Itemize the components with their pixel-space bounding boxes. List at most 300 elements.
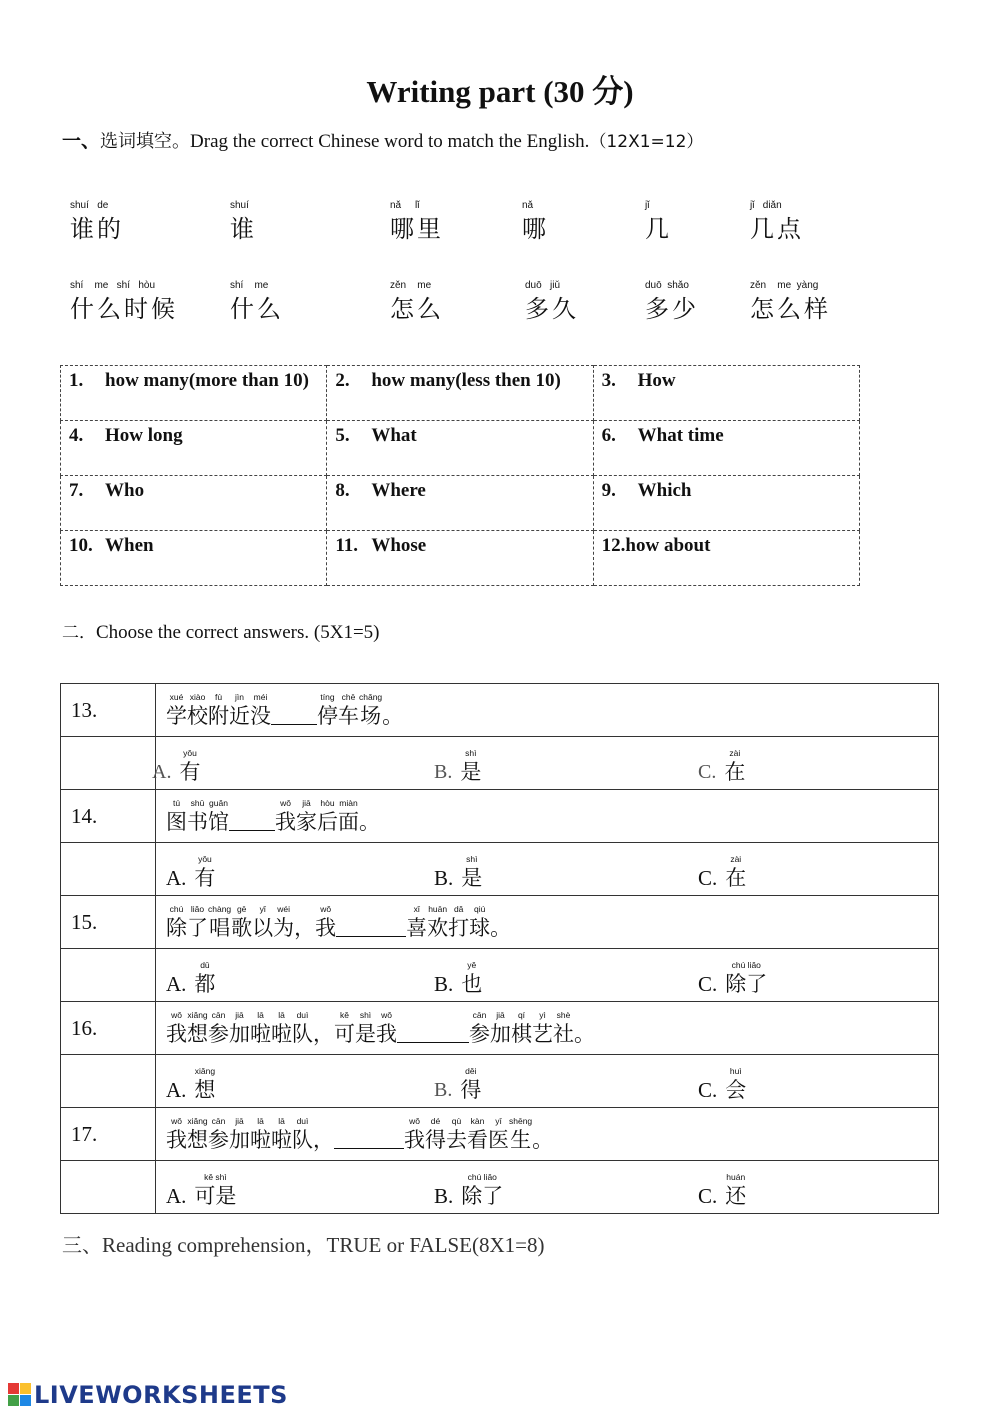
word-pinyin: shuí de bbox=[70, 200, 109, 211]
option-letter: C. bbox=[698, 1078, 718, 1102]
char-hanzi: 去 bbox=[446, 1127, 467, 1152]
option-a[interactable] bbox=[166, 854, 215, 891]
char-pinyin: cān bbox=[211, 1009, 226, 1020]
option-letter: A. bbox=[166, 1078, 187, 1102]
option-hanzi: 在 bbox=[725, 866, 747, 890]
sentence-char bbox=[166, 692, 187, 729]
question-number: 13. bbox=[61, 684, 156, 737]
word-pinyin: jǐ bbox=[645, 200, 650, 211]
char-pinyin: chǎng bbox=[359, 691, 383, 702]
question-sentence bbox=[156, 798, 938, 835]
char-pinyin: jiā bbox=[235, 1009, 244, 1020]
sentence-char bbox=[166, 904, 187, 941]
answer-cell bbox=[61, 1055, 156, 1108]
option-pinyin: yǒu bbox=[183, 748, 197, 758]
section-1-number: 一、 bbox=[62, 130, 101, 152]
option-hanzi: 可是 bbox=[194, 1184, 237, 1208]
draggable-word-12[interactable] bbox=[750, 280, 831, 324]
sentence-period: 。 bbox=[574, 1021, 595, 1046]
draggable-word-10[interactable] bbox=[525, 280, 579, 324]
sentence-char bbox=[467, 1116, 488, 1153]
drop-target-10[interactable] bbox=[61, 531, 327, 586]
option-hanzi: 都 bbox=[194, 972, 216, 996]
char-pinyin: xǐ bbox=[413, 903, 420, 914]
option-a[interactable] bbox=[166, 1172, 236, 1209]
question-sentence bbox=[156, 692, 938, 729]
option-pinyin: yě bbox=[467, 960, 477, 970]
char-hanzi: 除 bbox=[166, 915, 187, 940]
item-number: 8. bbox=[335, 480, 350, 501]
answer-blank[interactable] bbox=[336, 935, 406, 937]
answer-cell bbox=[61, 1161, 156, 1214]
word-hanzi: 哪 bbox=[522, 215, 549, 243]
answer-blank[interactable] bbox=[397, 1041, 469, 1043]
item-english: Who bbox=[105, 480, 145, 501]
char-hanzi: 以 bbox=[252, 915, 274, 940]
char-pinyin: xiǎng bbox=[187, 1115, 208, 1126]
item-english: Whose bbox=[371, 535, 427, 556]
char-pinyin: xiào bbox=[189, 691, 206, 702]
sentence-char bbox=[187, 904, 208, 941]
char-pinyin: xué bbox=[169, 691, 184, 702]
char-pinyin: cān bbox=[211, 1115, 226, 1126]
question-number: 17. bbox=[61, 1108, 156, 1161]
item-number: 3. bbox=[601, 370, 616, 391]
question-sentence-cell bbox=[156, 684, 939, 737]
sentence-char bbox=[208, 1116, 229, 1153]
drop-target-5[interactable] bbox=[327, 421, 593, 476]
option-word bbox=[725, 1172, 746, 1209]
section-3-instructions bbox=[62, 1229, 544, 1259]
char-hanzi: 书 bbox=[187, 809, 208, 834]
sentence-char bbox=[166, 1010, 187, 1047]
char-pinyin: lā bbox=[278, 1009, 285, 1020]
char-hanzi: 附 bbox=[208, 703, 229, 728]
option-c[interactable] bbox=[698, 1172, 746, 1209]
sentence-char bbox=[469, 1010, 490, 1047]
char-pinyin: wǒ bbox=[409, 1115, 420, 1126]
char-pinyin: dé bbox=[430, 1115, 441, 1126]
word-hanzi: 多少 bbox=[645, 295, 699, 323]
char-pinyin: miàn bbox=[339, 797, 358, 808]
answer-options bbox=[156, 1161, 938, 1213]
option-word bbox=[460, 1066, 481, 1103]
char-pinyin: chú bbox=[169, 903, 184, 914]
sentence-char bbox=[425, 1116, 446, 1153]
char-hanzi: 想 bbox=[187, 1127, 208, 1152]
word-pinyin: shí me shí hòu bbox=[70, 280, 156, 291]
char-hanzi: 我 bbox=[166, 1127, 187, 1152]
sentence-char bbox=[317, 798, 338, 835]
question-number: 16. bbox=[61, 1002, 156, 1055]
char-hanzi: 我 bbox=[166, 1021, 187, 1046]
char-pinyin: gē bbox=[236, 903, 247, 914]
answer-cell bbox=[61, 843, 156, 896]
drop-target-6[interactable] bbox=[593, 421, 859, 476]
options-row bbox=[61, 949, 939, 1002]
sentence-char bbox=[229, 1116, 250, 1153]
option-b[interactable] bbox=[434, 854, 482, 891]
word-pinyin: shuí bbox=[230, 200, 249, 211]
drop-target-7[interactable] bbox=[61, 476, 327, 531]
sentence-char bbox=[427, 904, 448, 941]
char-hanzi: 车 bbox=[338, 703, 359, 728]
option-a[interactable] bbox=[152, 748, 200, 785]
sentence-char bbox=[271, 1116, 292, 1153]
word-hanzi: 谁的 bbox=[70, 215, 124, 243]
sentence-char bbox=[187, 1116, 208, 1153]
sentence-char bbox=[208, 692, 229, 729]
question-sentence bbox=[156, 1116, 938, 1153]
char-pinyin: wǒ bbox=[171, 1009, 182, 1020]
char-hanzi: 啦 bbox=[250, 1021, 271, 1046]
item-number: 2. bbox=[335, 370, 350, 391]
draggable-word-5[interactable] bbox=[645, 200, 672, 244]
question-sentence-cell bbox=[156, 790, 939, 843]
word-hanzi: 哪里 bbox=[390, 215, 444, 243]
char-pinyin: dǎ bbox=[453, 903, 464, 914]
option-hanzi: 是 bbox=[460, 760, 482, 784]
liveworksheets-logo-icon bbox=[8, 1383, 32, 1407]
item-english: how many(more than 10) bbox=[105, 370, 309, 391]
sentence-period: 。 bbox=[382, 703, 404, 728]
option-pinyin: xiǎng bbox=[194, 1066, 216, 1076]
option-letter: A. bbox=[166, 1184, 187, 1208]
question-row bbox=[61, 790, 939, 843]
answer-blank[interactable] bbox=[334, 1147, 404, 1149]
option-letter: C. bbox=[698, 761, 717, 783]
option-b[interactable] bbox=[434, 1172, 503, 1209]
char-hanzi: 喜 bbox=[406, 915, 428, 940]
option-pinyin: huán bbox=[726, 1172, 746, 1182]
sentence-char bbox=[488, 1116, 509, 1153]
section-3-english: Reading comprehension，TRUE or FALSE(8X1=8) bbox=[102, 1233, 545, 1257]
char-pinyin: jiā bbox=[235, 1115, 244, 1126]
char-pinyin: shè bbox=[556, 1009, 571, 1020]
sentence-char bbox=[208, 904, 231, 941]
char-hanzi: 参 bbox=[208, 1127, 229, 1152]
char-pinyin: kě bbox=[340, 1009, 349, 1020]
char-pinyin: qiú bbox=[474, 903, 486, 914]
sentence-char bbox=[359, 692, 382, 729]
draggable-word-6[interactable] bbox=[750, 200, 804, 244]
char-hanzi: 我 bbox=[376, 1021, 397, 1046]
options-row bbox=[61, 737, 939, 790]
word-hanzi: 多久 bbox=[525, 295, 579, 323]
section-1-score: （12X1=12） bbox=[589, 132, 704, 152]
option-pinyin: dū bbox=[200, 960, 210, 970]
option-pinyin: shì bbox=[465, 748, 477, 758]
option-word bbox=[725, 1066, 746, 1103]
sentence-char bbox=[208, 1010, 229, 1047]
question-row bbox=[61, 684, 939, 737]
sentence-char bbox=[271, 1010, 292, 1047]
sentence-char bbox=[553, 1010, 574, 1047]
sentence-char bbox=[315, 904, 336, 941]
item-english: Where bbox=[371, 480, 426, 501]
section-2-instructions bbox=[62, 618, 380, 644]
section-2-english: Choose the correct answers. (5X1=5) bbox=[96, 622, 380, 643]
sentence-char bbox=[448, 904, 469, 941]
char-pinyin: fù bbox=[214, 691, 223, 702]
option-hanzi: 还 bbox=[725, 1184, 747, 1208]
draggable-word-3[interactable] bbox=[390, 200, 444, 244]
char-hanzi: 我 bbox=[315, 915, 337, 940]
char-pinyin: wǒ bbox=[320, 903, 332, 914]
drop-target-4[interactable] bbox=[61, 421, 327, 476]
char-pinyin: yì bbox=[539, 1009, 546, 1020]
char-pinyin: xiǎng bbox=[187, 1009, 208, 1020]
option-b[interactable] bbox=[434, 960, 482, 997]
char-hanzi: 欢 bbox=[427, 915, 449, 940]
sentence-char bbox=[317, 692, 338, 729]
section-1-english: Drag the correct Chinese word to match the English. bbox=[190, 131, 590, 152]
char-pinyin: qù bbox=[451, 1115, 462, 1126]
draggable-word-2[interactable] bbox=[230, 200, 257, 244]
char-hanzi: 我 bbox=[275, 809, 296, 834]
option-hanzi: 除了 bbox=[461, 1184, 504, 1208]
question-sentence bbox=[156, 1010, 938, 1047]
char-hanzi: 停 bbox=[317, 703, 338, 728]
char-hanzi: 看 bbox=[467, 1127, 488, 1152]
option-word bbox=[194, 1066, 215, 1103]
char-pinyin: lā bbox=[278, 1115, 285, 1126]
sentence-char bbox=[406, 904, 427, 941]
item-number: 7. bbox=[69, 480, 84, 501]
char-pinyin: tíng bbox=[320, 691, 335, 702]
sentence-char bbox=[296, 798, 317, 835]
question-sentence-cell bbox=[156, 1108, 939, 1161]
sentence-char bbox=[490, 1010, 511, 1047]
liveworksheets-logo-text: LIVEWORKSHEETS bbox=[34, 1381, 288, 1409]
option-hanzi: 有 bbox=[194, 866, 216, 890]
option-word bbox=[724, 748, 745, 785]
option-hanzi: 在 bbox=[724, 760, 746, 784]
char-hanzi: 是 bbox=[355, 1021, 376, 1046]
char-pinyin: jiā bbox=[302, 797, 311, 808]
char-hanzi: 图 bbox=[166, 809, 187, 834]
sentence-char bbox=[166, 1116, 187, 1153]
sentence-period: 。 bbox=[532, 1127, 554, 1152]
question-sentence-cell bbox=[156, 896, 939, 949]
sentence-char bbox=[229, 1010, 250, 1047]
item-english: What bbox=[371, 425, 417, 446]
option-letter: A. bbox=[152, 761, 172, 783]
section-3-number: 三、 bbox=[62, 1233, 102, 1257]
char-pinyin: yī bbox=[495, 1115, 502, 1126]
char-hanzi: 学 bbox=[166, 703, 187, 728]
word-hanzi: 怎么 bbox=[390, 295, 444, 323]
drop-target-1[interactable] bbox=[61, 366, 327, 421]
page-title: Writing part (30 分) bbox=[366, 74, 634, 109]
draggable-word-9[interactable] bbox=[390, 280, 444, 324]
section-1-chinese: 选词填空。 bbox=[100, 131, 191, 152]
draggable-word-4[interactable] bbox=[522, 200, 549, 244]
answer-blank[interactable] bbox=[271, 723, 317, 725]
option-hanzi: 除了 bbox=[725, 972, 768, 996]
char-hanzi: 队 bbox=[292, 1021, 313, 1046]
word-hanzi: 怎么样 bbox=[750, 295, 831, 323]
option-hanzi: 也 bbox=[461, 972, 483, 996]
option-word bbox=[460, 748, 481, 785]
draggable-word-8[interactable] bbox=[230, 280, 284, 324]
word-pinyin: nǎ lǐ bbox=[390, 200, 420, 211]
char-hanzi: 没 bbox=[250, 703, 271, 728]
option-a[interactable] bbox=[166, 1066, 215, 1103]
char-hanzi: 后 bbox=[317, 809, 338, 834]
item-number: 10. bbox=[69, 535, 93, 556]
options-cell bbox=[156, 1161, 939, 1214]
question-sentence-cell bbox=[156, 1002, 939, 1055]
option-word bbox=[461, 854, 482, 891]
sentence-period: 。 bbox=[490, 915, 512, 940]
option-b[interactable] bbox=[434, 1066, 481, 1103]
char-hanzi: 球 bbox=[469, 915, 491, 940]
question-sentence bbox=[156, 904, 938, 941]
char-hanzi: 了 bbox=[187, 915, 208, 940]
char-pinyin: lā bbox=[257, 1009, 264, 1020]
drop-target-2[interactable] bbox=[327, 366, 593, 421]
char-pinyin bbox=[313, 1116, 334, 1127]
draggable-word-11[interactable] bbox=[645, 280, 699, 324]
logo-square-blue bbox=[20, 1395, 31, 1406]
option-c[interactable] bbox=[698, 748, 745, 785]
char-hanzi: 面 bbox=[338, 809, 359, 834]
word-pinyin: zěn me bbox=[390, 280, 432, 291]
char-hanzi: 社 bbox=[553, 1021, 574, 1046]
logo-square-green bbox=[8, 1395, 19, 1406]
char-hanzi: 校 bbox=[187, 703, 208, 728]
question-number: 14. bbox=[61, 790, 156, 843]
option-hanzi: 会 bbox=[725, 1078, 747, 1102]
draggable-word-7[interactable] bbox=[70, 280, 178, 324]
english-table-row bbox=[61, 476, 860, 531]
item-number: 5. bbox=[335, 425, 350, 446]
question-row bbox=[61, 896, 939, 949]
char-pinyin: huān bbox=[428, 903, 448, 914]
drop-target-3[interactable] bbox=[593, 366, 859, 421]
options-cell bbox=[156, 949, 939, 1002]
sentence-char bbox=[187, 1010, 208, 1047]
option-c[interactable] bbox=[698, 960, 767, 997]
english-table-row bbox=[61, 531, 860, 586]
sentence-char bbox=[313, 1010, 334, 1047]
char-hanzi: 为 bbox=[273, 915, 295, 940]
option-pinyin: shì bbox=[466, 854, 478, 864]
options-cell bbox=[152, 737, 939, 790]
sentence-char bbox=[446, 1116, 467, 1153]
question-row bbox=[61, 1002, 939, 1055]
char-hanzi: 棋 bbox=[511, 1021, 532, 1046]
char-hanzi: ， bbox=[313, 1021, 334, 1046]
word-hanzi: 什么时候 bbox=[70, 295, 178, 323]
char-hanzi: 歌 bbox=[231, 915, 253, 940]
logo-square-red bbox=[8, 1383, 19, 1394]
drop-target-9[interactable] bbox=[593, 476, 859, 531]
sentence-char bbox=[292, 1010, 313, 1047]
logo-square-yellow bbox=[20, 1383, 31, 1394]
char-pinyin: qí bbox=[517, 1009, 526, 1020]
drop-target-11[interactable] bbox=[327, 531, 593, 586]
char-hanzi: 唱 bbox=[209, 915, 231, 940]
liveworksheets-logo bbox=[8, 1382, 288, 1408]
sentence-char bbox=[469, 904, 490, 941]
options-cell bbox=[156, 1055, 939, 1108]
option-word bbox=[194, 854, 215, 891]
char-hanzi: 加 bbox=[229, 1127, 250, 1152]
option-pinyin: yǒu bbox=[198, 854, 212, 864]
sentence-char bbox=[532, 1010, 553, 1047]
item-english: How bbox=[637, 370, 676, 391]
option-b[interactable] bbox=[434, 748, 481, 785]
option-letter: B. bbox=[434, 761, 453, 783]
char-pinyin: tú bbox=[172, 797, 181, 808]
option-a[interactable] bbox=[166, 960, 215, 997]
english-table-row bbox=[61, 421, 860, 476]
drop-target-8[interactable] bbox=[327, 476, 593, 531]
sentence-char bbox=[294, 904, 315, 941]
char-hanzi: 我 bbox=[404, 1127, 425, 1152]
char-pinyin: shū bbox=[190, 797, 205, 808]
char-hanzi: 家 bbox=[296, 809, 317, 834]
char-hanzi: 打 bbox=[448, 915, 470, 940]
char-pinyin: hòu bbox=[320, 797, 335, 808]
option-letter: B. bbox=[434, 866, 454, 890]
word-hanzi: 什么 bbox=[230, 295, 284, 323]
char-hanzi: 馆 bbox=[208, 809, 229, 834]
option-c[interactable] bbox=[698, 1066, 746, 1103]
item-english: how many(less then 10) bbox=[371, 370, 561, 391]
char-hanzi: 生 bbox=[510, 1127, 532, 1152]
answer-options bbox=[156, 949, 938, 1001]
char-pinyin: chàng bbox=[208, 903, 232, 914]
char-pinyin: lā bbox=[257, 1115, 264, 1126]
char-hanzi: 啦 bbox=[271, 1127, 292, 1152]
option-hanzi: 是 bbox=[461, 866, 483, 890]
item-number: 4. bbox=[69, 425, 84, 446]
sentence-char bbox=[273, 904, 294, 941]
option-letter: A. bbox=[166, 972, 187, 996]
options-row bbox=[61, 1055, 939, 1108]
item-english: Which bbox=[637, 480, 692, 501]
option-word bbox=[461, 960, 482, 997]
word-pinyin: duō jiǔ bbox=[525, 280, 561, 291]
char-hanzi: 队 bbox=[292, 1127, 313, 1152]
answer-options bbox=[152, 737, 938, 789]
option-letter: B. bbox=[434, 972, 454, 996]
char-hanzi: 得 bbox=[425, 1127, 446, 1152]
char-pinyin: wǒ bbox=[171, 1115, 182, 1126]
option-pinyin: huì bbox=[729, 1066, 742, 1076]
options-cell bbox=[156, 843, 939, 896]
char-pinyin: wǒ bbox=[381, 1009, 392, 1020]
option-c[interactable] bbox=[698, 854, 746, 891]
sentence-char bbox=[187, 798, 208, 835]
drop-target-12[interactable] bbox=[593, 531, 859, 586]
sentence-char bbox=[404, 1116, 425, 1153]
answer-blank[interactable] bbox=[229, 829, 275, 831]
sentence-char bbox=[252, 904, 273, 941]
option-letter: B. bbox=[434, 1184, 454, 1208]
item-number: 6. bbox=[601, 425, 616, 446]
draggable-word-1[interactable] bbox=[70, 200, 124, 244]
word-pinyin: jǐ diǎn bbox=[750, 200, 782, 211]
char-pinyin: jìn bbox=[235, 691, 244, 702]
option-pinyin: zài bbox=[730, 854, 742, 864]
char-hanzi: 场 bbox=[360, 703, 382, 728]
char-hanzi: ， bbox=[313, 1127, 334, 1152]
answer-options bbox=[156, 843, 938, 895]
